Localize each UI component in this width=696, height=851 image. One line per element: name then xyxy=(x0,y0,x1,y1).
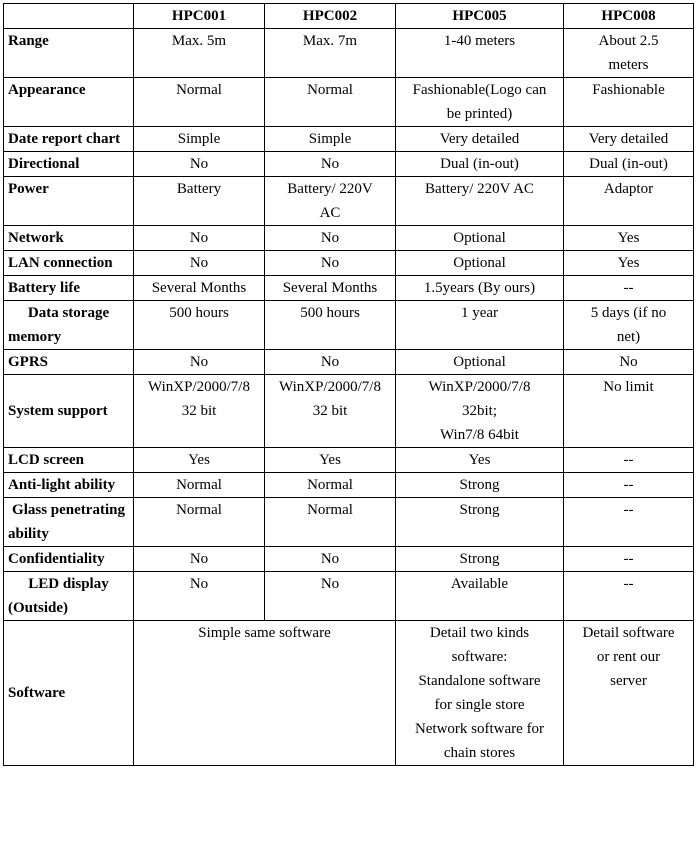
row-label: Glass penetrating ability xyxy=(4,498,134,547)
cell-hpc005: Strong xyxy=(396,473,564,498)
table-row xyxy=(4,547,694,572)
cell-hpc005: Very detailed xyxy=(396,127,564,152)
cell-hpc001: Normal xyxy=(134,78,265,127)
cell-hpc005: Strong xyxy=(396,498,564,547)
cell-hpc008: -- xyxy=(564,448,694,473)
cell-hpc008: -- xyxy=(564,547,694,572)
cell-hpc008: Dual (in-out) xyxy=(564,152,694,177)
cell-hpc005: Dual (in-out) xyxy=(396,152,564,177)
table-row xyxy=(4,301,694,350)
cell-hpc002: Yes xyxy=(265,448,396,473)
row-label: Appearance xyxy=(4,78,134,127)
cell-hpc001: No xyxy=(134,226,265,251)
cell-hpc001: No xyxy=(134,152,265,177)
row-label: Confidentiality xyxy=(4,547,134,572)
table-row xyxy=(4,572,694,621)
cell-hpc001: WinXP/2000/7/8 32 bit xyxy=(134,375,265,448)
cell-hpc008: -- xyxy=(564,498,694,547)
cell-hpc002: Normal xyxy=(265,473,396,498)
cell-software-hpc008: Detail software or rent our server xyxy=(564,621,694,766)
cell-hpc002: Normal xyxy=(265,498,396,547)
row-label: Software xyxy=(4,621,134,766)
cell-hpc002: No xyxy=(265,572,396,621)
cell-hpc002: Normal xyxy=(265,78,396,127)
cell-hpc001: Several Months xyxy=(134,276,265,301)
cell-hpc008: Yes xyxy=(564,226,694,251)
table-row xyxy=(4,226,694,251)
row-label: LED display (Outside) xyxy=(4,572,134,621)
table-row xyxy=(4,350,694,375)
cell-hpc008: No xyxy=(564,350,694,375)
cell-hpc002: Simple xyxy=(265,127,396,152)
header-hpc008: HPC008 xyxy=(564,4,694,29)
cell-hpc008: -- xyxy=(564,572,694,621)
cell-hpc001: Simple xyxy=(134,127,265,152)
cell-hpc008: About 2.5 meters xyxy=(564,29,694,78)
cell-hpc002: No xyxy=(265,350,396,375)
row-label: Network xyxy=(4,226,134,251)
header-row xyxy=(4,4,694,29)
cell-hpc001: Max. 5m xyxy=(134,29,265,78)
cell-hpc001: No xyxy=(134,547,265,572)
row-label: GPRS xyxy=(4,350,134,375)
row-label: Power xyxy=(4,177,134,226)
cell-hpc008: 5 days (if no net) xyxy=(564,301,694,350)
cell-hpc005: Fashionable(Logo can be printed) xyxy=(396,78,564,127)
row-label: Data storage memory xyxy=(4,301,134,350)
cell-hpc005: 1.5years (By ours) xyxy=(396,276,564,301)
cell-software-hpc001-hpc002: Simple same software xyxy=(134,621,396,766)
table-row xyxy=(4,177,694,226)
cell-hpc002: No xyxy=(265,152,396,177)
cell-hpc001: Battery xyxy=(134,177,265,226)
cell-hpc008: Adaptor xyxy=(564,177,694,226)
row-label: System support xyxy=(4,375,134,448)
header-hpc002: HPC002 xyxy=(265,4,396,29)
cell-hpc008: -- xyxy=(564,473,694,498)
cell-hpc005: Optional xyxy=(396,226,564,251)
row-label: Range xyxy=(4,29,134,78)
table-row xyxy=(4,276,694,301)
table-row xyxy=(4,375,694,448)
header-hpc005: HPC005 xyxy=(396,4,564,29)
cell-hpc005: Available xyxy=(396,572,564,621)
cell-hpc001: 500 hours xyxy=(134,301,265,350)
cell-hpc002: Max. 7m xyxy=(265,29,396,78)
table-row xyxy=(4,498,694,547)
cell-hpc005: WinXP/2000/7/8 32bit; Win7/8 64bit xyxy=(396,375,564,448)
cell-hpc005: Yes xyxy=(396,448,564,473)
cell-hpc002: Several Months xyxy=(265,276,396,301)
row-label: LCD screen xyxy=(4,448,134,473)
cell-hpc002: No xyxy=(265,226,396,251)
cell-hpc005: Optional xyxy=(396,350,564,375)
row-label: Date report chart xyxy=(4,127,134,152)
header-hpc001: HPC001 xyxy=(134,4,265,29)
cell-hpc008: Fashionable xyxy=(564,78,694,127)
table-row xyxy=(4,29,694,78)
cell-hpc001: No xyxy=(134,251,265,276)
row-label: Battery life xyxy=(4,276,134,301)
cell-hpc001: Normal xyxy=(134,498,265,547)
cell-hpc001: Yes xyxy=(134,448,265,473)
cell-hpc005: 1-40 meters xyxy=(396,29,564,78)
row-label: Anti-light ability xyxy=(4,473,134,498)
table-row xyxy=(4,251,694,276)
row-label: Directional xyxy=(4,152,134,177)
cell-hpc008: No limit xyxy=(564,375,694,448)
cell-hpc005: Battery/ 220V AC xyxy=(396,177,564,226)
table-row xyxy=(4,78,694,127)
cell-hpc001: No xyxy=(134,572,265,621)
cell-hpc002: Battery/ 220V AC xyxy=(265,177,396,226)
software-row xyxy=(4,621,694,766)
cell-hpc008: -- xyxy=(564,276,694,301)
cell-hpc001: Normal xyxy=(134,473,265,498)
cell-hpc002: WinXP/2000/7/8 32 bit xyxy=(265,375,396,448)
cell-hpc005: Optional xyxy=(396,251,564,276)
cell-software-hpc005: Detail two kinds software: Standalone software for single store Network software for chain stores xyxy=(396,621,564,766)
cell-hpc008: Very detailed xyxy=(564,127,694,152)
header-feature xyxy=(4,4,134,29)
cell-hpc008: Yes xyxy=(564,251,694,276)
cell-hpc005: 1 year xyxy=(396,301,564,350)
comparison-table xyxy=(3,3,694,766)
table-row xyxy=(4,473,694,498)
table-row xyxy=(4,152,694,177)
table-row xyxy=(4,448,694,473)
row-label: LAN connection xyxy=(4,251,134,276)
cell-hpc002: No xyxy=(265,547,396,572)
cell-hpc002: 500 hours xyxy=(265,301,396,350)
cell-hpc001: No xyxy=(134,350,265,375)
table-row xyxy=(4,127,694,152)
cell-hpc002: No xyxy=(265,251,396,276)
cell-hpc005: Strong xyxy=(396,547,564,572)
